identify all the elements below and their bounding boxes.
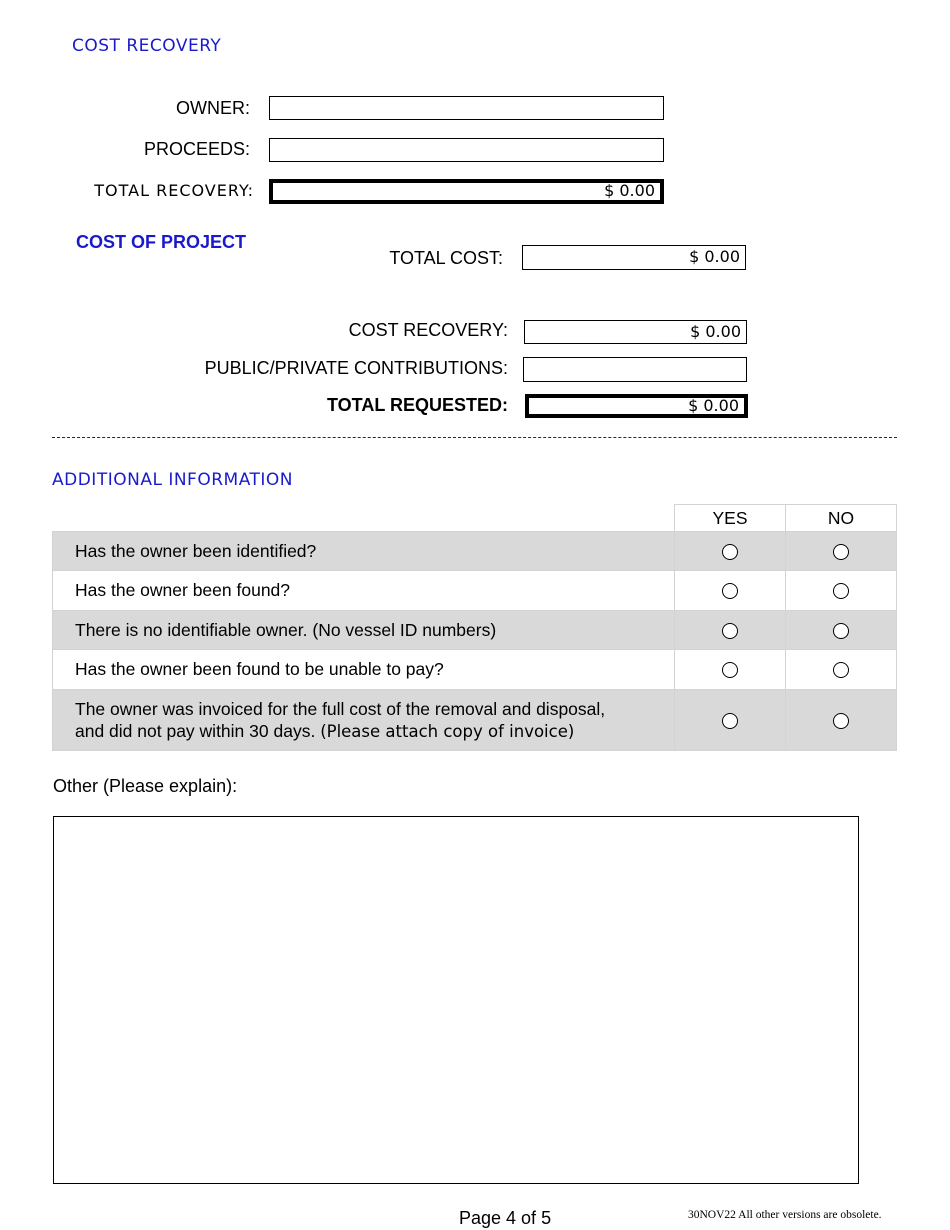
contributions-label: PUBLIC/PRIVATE CONTRIBUTIONS:	[204, 358, 508, 378]
question-line2a: and did not pay within 30 days.	[75, 720, 316, 741]
page-number: Page 4 of 5	[459, 1208, 552, 1228]
total-cost-label: TOTAL COST:	[389, 248, 503, 268]
radio-no[interactable]	[833, 583, 849, 599]
table-row	[53, 571, 897, 611]
table-row	[53, 690, 897, 751]
cost-of-project-title: COST OF PROJECT	[76, 232, 247, 252]
total-recovery-field[interactable]: $ 0.00	[269, 179, 664, 204]
no-column-header: NO	[786, 505, 897, 532]
radio-no[interactable]	[833, 713, 849, 729]
table-row	[53, 532, 897, 571]
cost-recovery-title: COST RECOVERY	[72, 36, 222, 56]
cost-recovery-sub-field[interactable]: $ 0.00	[524, 320, 747, 344]
question-text	[53, 690, 675, 751]
cost-recovery-sub-label: COST RECOVERY:	[348, 320, 508, 340]
radio-no[interactable]	[833, 662, 849, 678]
question-text: There is no identifiable owner. (No vessel ID numbers)	[53, 611, 675, 650]
other-textarea[interactable]	[53, 816, 859, 1184]
total-requested-label: TOTAL REQUESTED:	[326, 395, 508, 415]
radio-yes[interactable]	[722, 583, 738, 599]
total-recovery-label: TOTAL RECOVERY:	[94, 181, 254, 200]
additional-info-title: ADDITIONAL INFORMATION	[52, 470, 293, 490]
radio-yes[interactable]	[722, 713, 738, 729]
total-requested-field[interactable]: $ 0.00	[525, 394, 748, 418]
contributions-field[interactable]	[523, 357, 747, 382]
yes-column-header: YES	[675, 505, 786, 532]
version-note: 30NOV22 All other versions are obsolete.	[688, 1209, 882, 1221]
question-text: Has the owner been identified?	[53, 532, 675, 571]
table-row	[53, 650, 897, 690]
proceeds-label: PROCEEDS:	[143, 139, 250, 159]
total-cost-field[interactable]: $ 0.00	[522, 245, 746, 270]
proceeds-field[interactable]	[269, 138, 664, 162]
radio-yes[interactable]	[722, 662, 738, 678]
owner-label: OWNER:	[176, 98, 250, 118]
radio-no[interactable]	[833, 623, 849, 639]
questions-table	[52, 504, 897, 751]
radio-yes[interactable]	[722, 623, 738, 639]
question-text: Has the owner been found to be unable to pay?	[53, 650, 675, 690]
table-row	[53, 611, 897, 650]
question-line2b: (Please attach copy of invoice)	[320, 721, 575, 741]
section-divider	[52, 437, 897, 438]
other-label: Other (Please explain):	[53, 776, 238, 796]
owner-field[interactable]	[269, 96, 664, 120]
radio-no[interactable]	[833, 544, 849, 560]
question-line1: The owner was invoiced for the full cost of the removal and disposal,	[75, 698, 606, 719]
radio-yes[interactable]	[722, 544, 738, 560]
question-text: Has the owner been found?	[53, 571, 675, 611]
